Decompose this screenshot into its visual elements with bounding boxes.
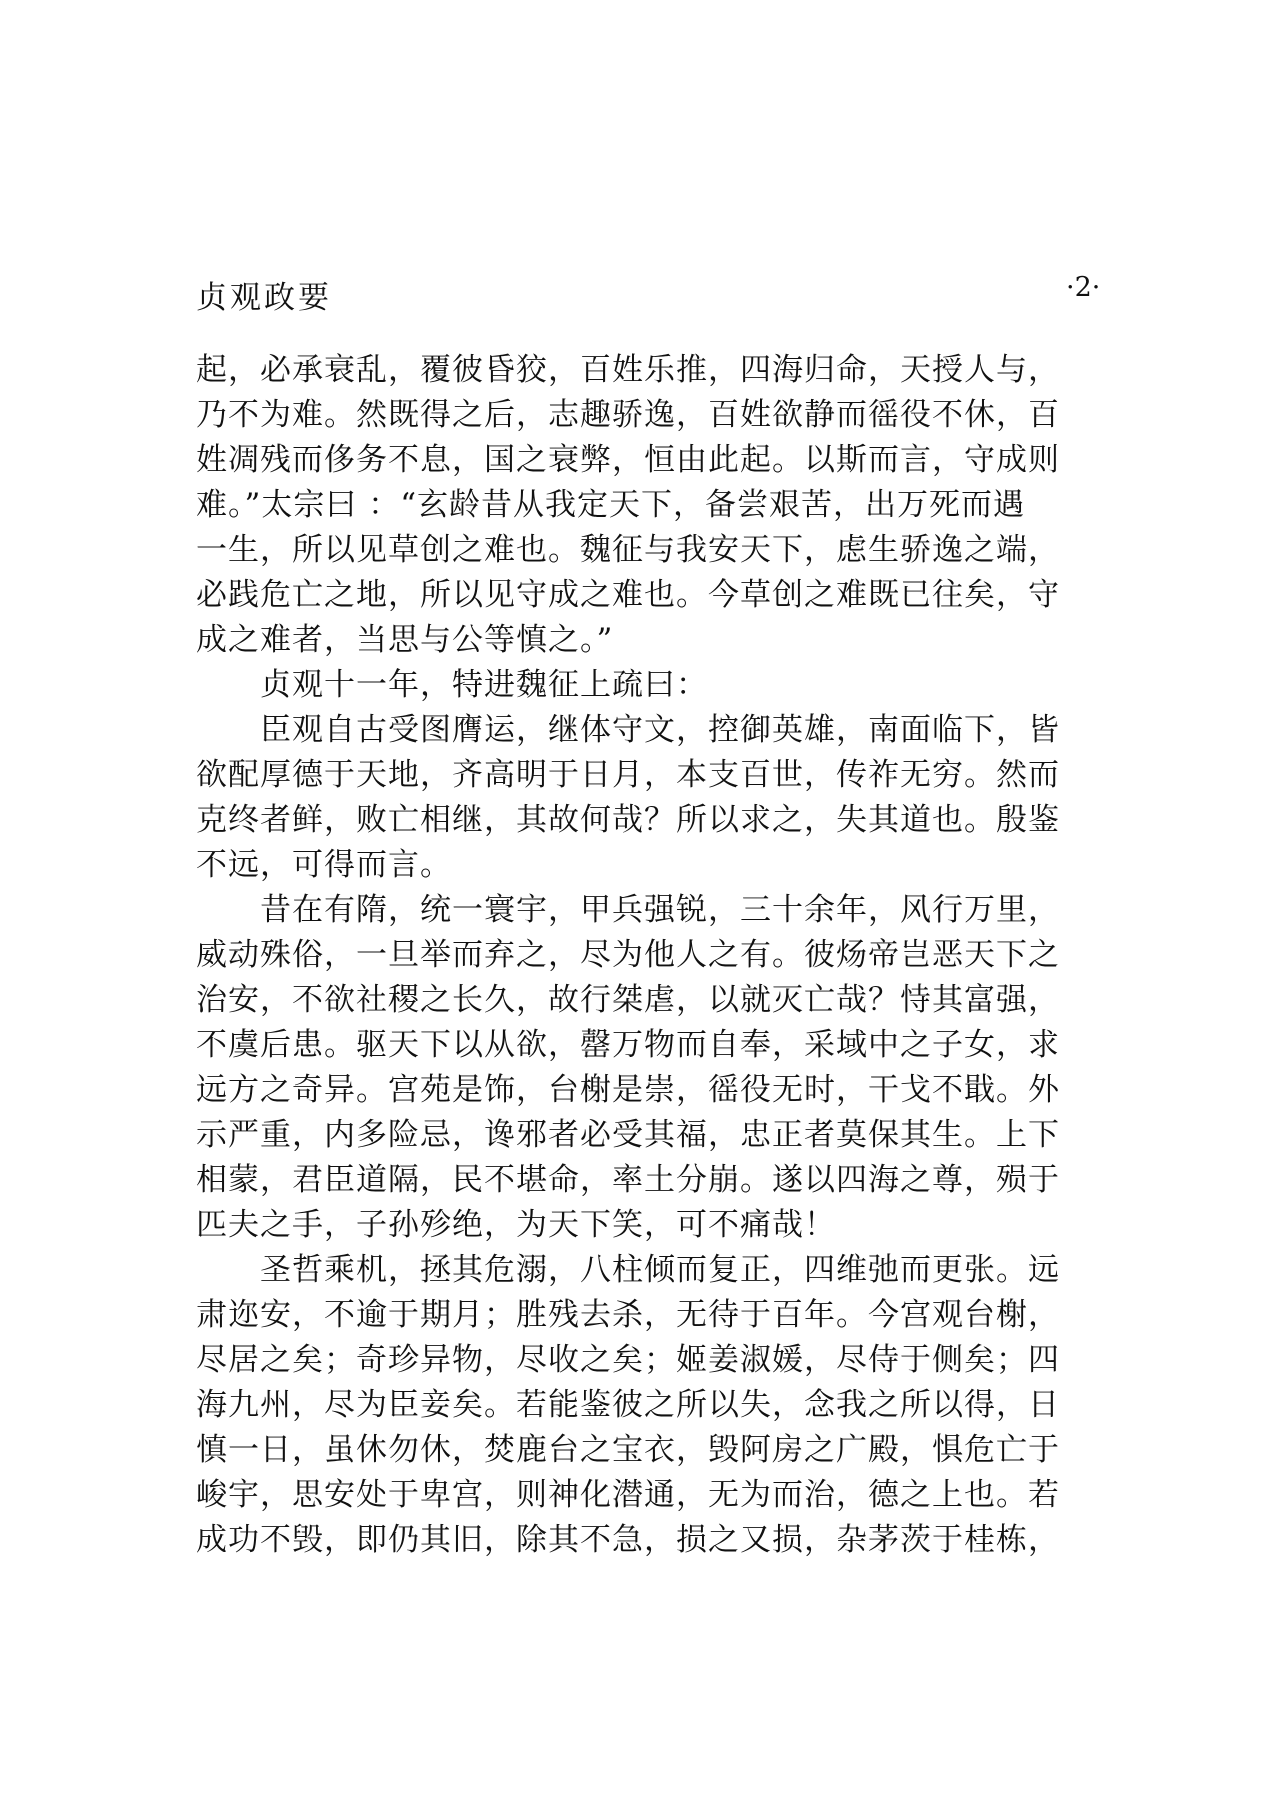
body-text: [196, 348, 1096, 1563]
text-line-paragraph-start: 昔在有隋，统一寰宇，甲兵强锐，三十余年，风行万里，: [260, 892, 1060, 928]
text-line: 海九州，尽为臣妾矣。若能鉴彼之所以失，念我之所以得，日: [196, 1387, 1060, 1423]
text-line: 姓凋残而侈务不息，国之衰弊，恒由此起。以斯而言，守成则: [196, 442, 1060, 478]
text-line: 克终者鲜，败亡相继，其故何哉？所以求之，失其道也。殷鉴: [196, 802, 1060, 838]
text-line: 不远，可得而言。: [196, 847, 452, 883]
text-line: 欲配厚德于天地，齐高明于日月，本支百世，传祚无穷。然而: [196, 757, 1060, 793]
text-line: 乃不为难。然既得之后，志趣骄逸，百姓欲静而徭役不休，百: [196, 397, 1060, 433]
text-line-paragraph-start: 贞观十一年，特进魏征上疏曰：: [260, 667, 708, 703]
text-line: 峻宇，思安处于卑宫，则神化潜通，无为而治，德之上也。若: [196, 1477, 1060, 1513]
page-number: ·2·: [1066, 272, 1101, 303]
text-line: 治安，不欲社稷之长久，故行桀虐，以就灭亡哉？恃其富强，: [196, 982, 1060, 1018]
text-line: 难。”太宗曰 ：“玄龄昔从我定天下，备尝艰苦，出万死而遇: [196, 487, 1026, 523]
text-line: 远方之奇异。宫苑是饰，台榭是崇，徭役无时，干戈不戢。外: [196, 1072, 1060, 1108]
text-line: 威动殊俗，一旦举而弃之，尽为他人之有。彼炀帝岂恶天下之: [196, 937, 1060, 973]
text-line: 慎一日，虽休勿休，焚鹿台之宝衣，毁阿房之广殿，惧危亡于: [196, 1432, 1060, 1468]
text-line: 起，必承衰乱，覆彼昏狡，百姓乐推，四海归命，天授人与，: [196, 352, 1060, 388]
text-line: 匹夫之手，子孙殄绝，为天下笑，可不痛哉！: [196, 1207, 836, 1243]
text-line: 成之难者，当思与公等慎之。”: [196, 622, 614, 658]
running-head-book-title: 贞观政要: [196, 280, 332, 316]
text-line-paragraph-start: 圣哲乘机，拯其危溺，八柱倾而复正，四维弛而更张。远: [260, 1252, 1060, 1288]
text-line: 一生，所以见草创之难也。魏征与我安天下，虑生骄逸之端，: [196, 532, 1060, 568]
text-line: 尽居之矣；奇珍异物，尽收之矣；姬姜淑媛，尽侍于侧矣；四: [196, 1342, 1060, 1378]
text-line: 相蒙，君臣道隔，民不堪命，率土分崩。遂以四海之尊，殒于: [196, 1162, 1060, 1198]
text-line-paragraph-start: 臣观自古受图膺运，继体守文，控御英雄，南面临下，皆: [260, 712, 1060, 748]
text-line: 不虞后患。驱天下以从欲，罄万物而自奉，采域中之子女，求: [196, 1027, 1060, 1063]
text-line: 成功不毁，即仍其旧，除其不急，损之又损，杂茅茨于桂栋，: [196, 1522, 1060, 1558]
text-line: 示严重，内多险忌，谗邪者必受其福，忠正者莫保其生。上下: [196, 1117, 1060, 1153]
text-line: 肃迩安，不逾于期月；胜残去杀，无待于百年。今宫观台榭，: [196, 1297, 1060, 1333]
text-line: 必践危亡之地，所以见守成之难也。今草创之难既已往矣，守: [196, 577, 1060, 613]
